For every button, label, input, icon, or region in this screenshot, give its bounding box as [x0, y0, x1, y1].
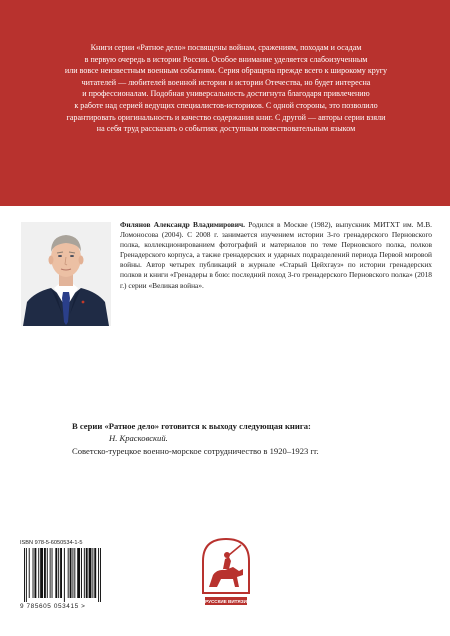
author-name: Филянов Александр Владимирович. [120, 220, 246, 229]
barcode-bar [34, 548, 36, 598]
barcode-bar [94, 548, 96, 598]
isbn-barcode-digits: 9 785605 053415 > [20, 603, 86, 610]
barcode-bar [68, 548, 69, 598]
announcement-title: Советско-турецкое военно-морское сотрудничество в 1920–1923 гг. [72, 445, 319, 456]
announcement-heading: В серии «Ратное дело» готовится к выходу следующая книга: [72, 421, 311, 431]
upcoming-book-announcement [72, 420, 402, 457]
barcode-bar [98, 548, 99, 602]
barcode-bar [86, 548, 88, 598]
barcode-bar [64, 548, 65, 602]
barcode-bar [60, 548, 62, 598]
isbn-label: ISBN 978-5-6050534-1-5 [20, 540, 83, 546]
author-bio [120, 220, 432, 291]
barcode-bar [38, 548, 39, 598]
barcode-bar [24, 548, 25, 602]
barcode-bar [70, 548, 72, 598]
barcode-bar [100, 548, 101, 602]
barcode-bar [92, 548, 93, 598]
series-description: Книги серии «Ратное дело» посвящены войнам, сражениям, походам и осадам в первую очередь в истории России. Особое внимание уделяется слабоизученным или вовсе неизвестным военным событиям. Серия обращена прежде всего к широкому кругу читателей — любителей военной истории и истории Отечества, но будет интересна и профессионалам. Подобная универсальность достигнута благодаря привлечению к работе над серией ведущих специалистов-историков. С одной стороны, это позволило гарантировать оригинальность и качество содержания книг. С другой — авторы серии взяли на себя труд рассказать о событиях доступным повествовательным языком [64, 43, 388, 134]
barcode-bar [47, 548, 48, 598]
publisher-logo-text: РУССКИЕ ВИТЯЗИ [205, 599, 247, 605]
barcode-bar [26, 548, 27, 602]
barcode-bar [72, 548, 73, 598]
barcode-bar [84, 548, 85, 598]
author-bio-text: Родился в Москве (1982), выпускник МИТХТ им. М.В. Ломоносова (2004). С 2008 г. занимается изучением истории 3-го гренадерского Перновского полка, коллекционированием фотографий и материалов по теме Перновского полка, полков Гренадерского корпуса, а также гренадерских и ударных подразделений периода Первой мировой войны. Автор четырех публикаций в журнале «Старый Цейхгауз» по истории гренадерских полков и книги «Гренадеры в бою: последний поход 3-го гренадерского Перновского полка» (2018 г.) серии «Великая война». [120, 220, 432, 290]
barcode-bar [77, 548, 80, 598]
barcode-bar [89, 548, 92, 598]
barcode-bar [81, 548, 82, 598]
barcode-bar [52, 548, 53, 598]
barcode-bar [50, 548, 51, 598]
barcode-bar [44, 548, 46, 598]
barcode-bar [40, 548, 43, 598]
author-photo [21, 222, 111, 326]
publisher-logo [199, 535, 253, 611]
barcode-bar [29, 548, 30, 598]
barcode-bar [58, 548, 59, 598]
announcement-author: Н. Красковский. [109, 433, 168, 444]
series-description-band [0, 0, 450, 206]
barcode-bar [74, 548, 75, 598]
barcode-bar [33, 548, 34, 598]
barcode-bar [55, 548, 57, 598]
isbn-barcode [20, 548, 118, 602]
